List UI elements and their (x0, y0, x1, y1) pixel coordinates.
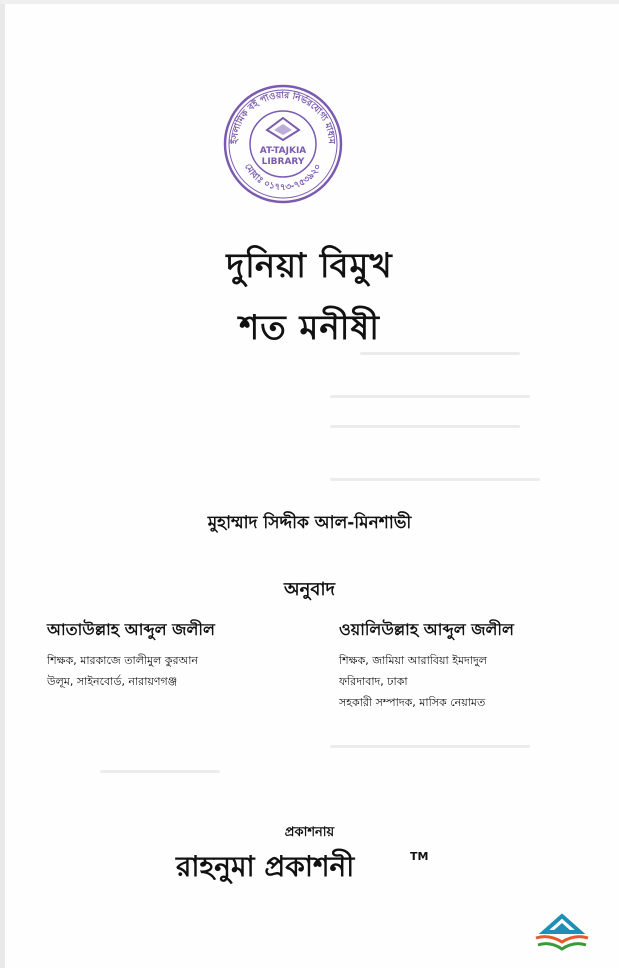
translation-heading: অনুবাদ (283, 579, 336, 600)
stamp-ring-text: ইসলামিক বই পাওয়ার নির্ভরযোগ্য মাধ্যম (229, 90, 337, 145)
stamp-name: AT-TAJKIA (259, 146, 307, 156)
translator-info-line: সহকারী সম্পাদক, মাসিক নেয়ামত (339, 696, 486, 709)
library-stamp-icon (221, 82, 345, 206)
translator-info-line: শিক্ষক, জামিয়া আরাবিয়া ইমদাদুল (339, 654, 487, 667)
bleed-through-line (330, 478, 540, 481)
translator-info (339, 650, 514, 713)
page-top-shadow (0, 0, 619, 4)
book-house-logo-icon (532, 912, 592, 956)
book-title-line-2: শত মনীষী (239, 308, 380, 348)
translator-info-line: শিক্ষক, মারকাজে তালীমুল কুরআন (47, 654, 198, 667)
bleed-through-line (330, 425, 520, 428)
publisher-name: রাহনুমা প্রকাশনী (176, 850, 355, 883)
bleed-through-line (100, 770, 220, 773)
translator-name: আতাউল্লাহ আব্দুল জলীল (47, 620, 215, 639)
stamp-emblem-icon (267, 118, 299, 140)
publisher-label: প্রকাশনায় (284, 825, 335, 840)
translator-name: ওয়ালিউল্লাহ আব্দুল জলীল (339, 620, 514, 639)
book-title-line-1: দুনিয়া বিমুখ (226, 246, 393, 286)
translator-2 (339, 617, 514, 713)
translator-info-line: ফরিদাবাদ, ঢাকা (339, 675, 408, 688)
translator-info-line: উলূম, সাইনবোর্ড, নারায়ণগঞ্জ (47, 675, 178, 688)
stamp-phone-text: মোবাঃ ০১৭৭৩-৭৫৩৯২০ (242, 162, 324, 194)
stamp-subname: LIBRARY (261, 157, 305, 167)
author-name: মুহাম্মাদ সিদ্দীক আল-মিনশাভী (207, 513, 412, 533)
translator-1 (47, 617, 215, 692)
bleed-through-line (330, 745, 530, 748)
bleed-through-line (330, 395, 530, 398)
translator-info (47, 650, 215, 692)
trademark-mark: TM (410, 850, 429, 863)
